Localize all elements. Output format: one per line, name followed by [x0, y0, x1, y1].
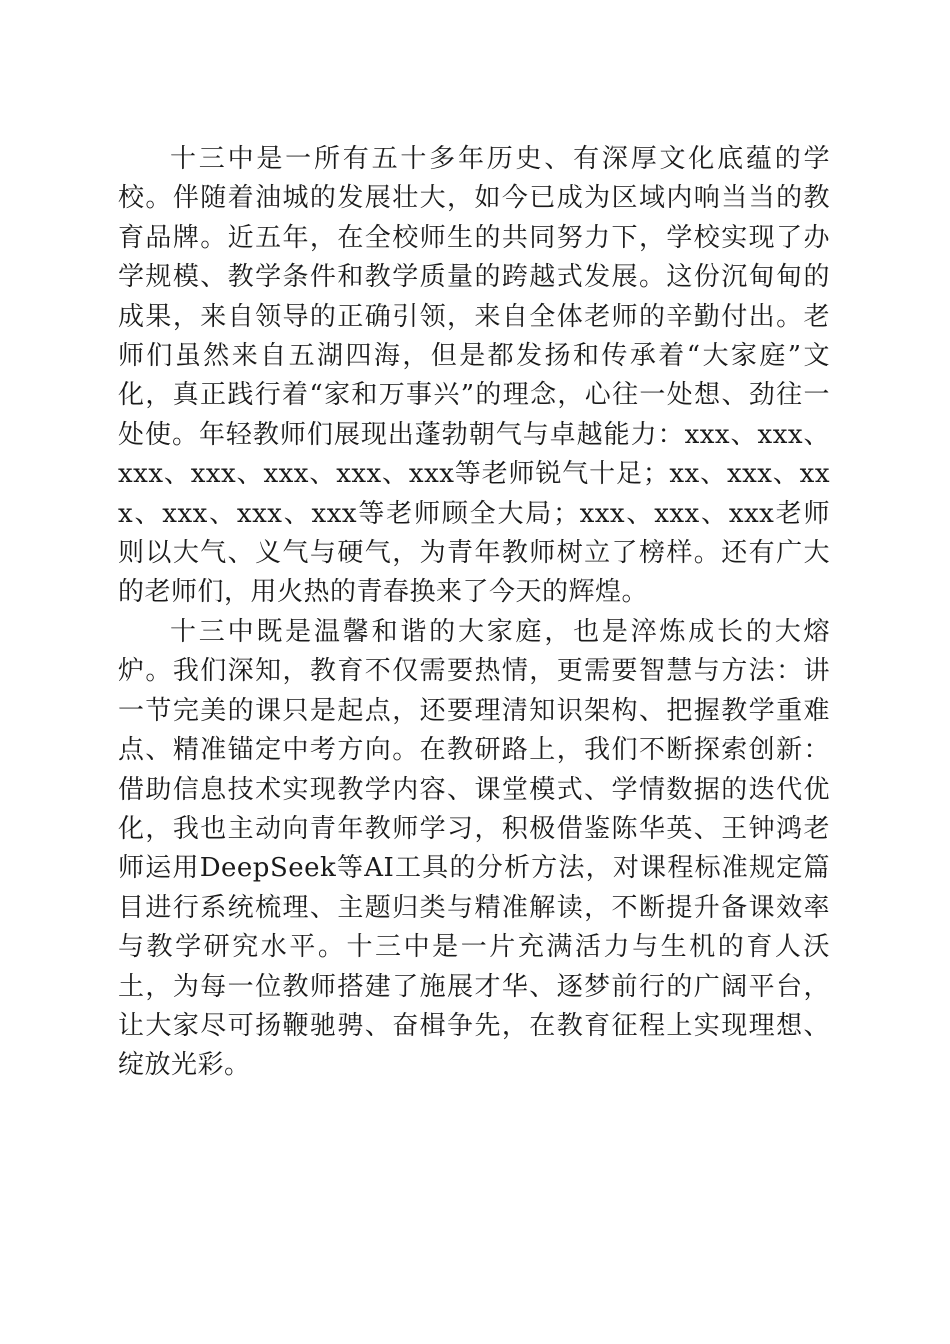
paragraph-2: 十三中既是温馨和谐的大家庭，也是淬炼成长的大熔炉。我们深知，教育不仅需要热情，更需要智慧与方法：讲一节完美的课只是起点，还要理清知识架构、把握教学重难点、精准锚定中考方向。在教研路上，我们不断探索创新：借助信息技术实现教学内容、课堂模式、学情数据的迭代优化，我也主动向青年教师学习，积极借鉴陈华英、王钟鸿老师运用DeepSeek等AI工具的分析方法，对课程标准规定篇目进行系统梳理、主题归类与精准解读，不断提升备课效率与教学研究水平。十三中是一片充满活力与生机的育人沃土，为每一位教师搭建了施展才华、逐梦前行的广阔平台，让大家尽可扬鞭驰骋、奋楫争先，在教育征程上实现理想、绽放光彩。	[118, 616, 830, 1081]
paragraph-1: 十三中是一所有五十多年历史、有深厚文化底蕴的学校。伴随着油城的发展壮大，如今已成为区域内响当当的教育品牌。近五年，在全校师生的共同努力下，学校实现了办学规模、教学条件和教学质量的跨越式发展。这份沉甸甸的成果，来自领导的正确引领，来自全体老师的辛勤付出。老师们虽然来自五湖四海，但是都发扬和传承着“大家庭”文化，真正践行着“家和万事兴”的理念，心往一处想、劲往一处使。年轻教师们展现出蓬勃朝气与卓越能力：xxx、xxx、xxx、xxx、xxx、xxx、xxx等老师锐气十足；xx、xxx、xxx、xxx、xxx、xxx等老师顾全大局；xxx、xxx、xxx老师则以大气、义气与硬气，为青年教师树立了榜样。还有广大的老师们，用火热的青春换来了今天的辉煌。	[118, 144, 830, 608]
document-body	[118, 140, 830, 1086]
